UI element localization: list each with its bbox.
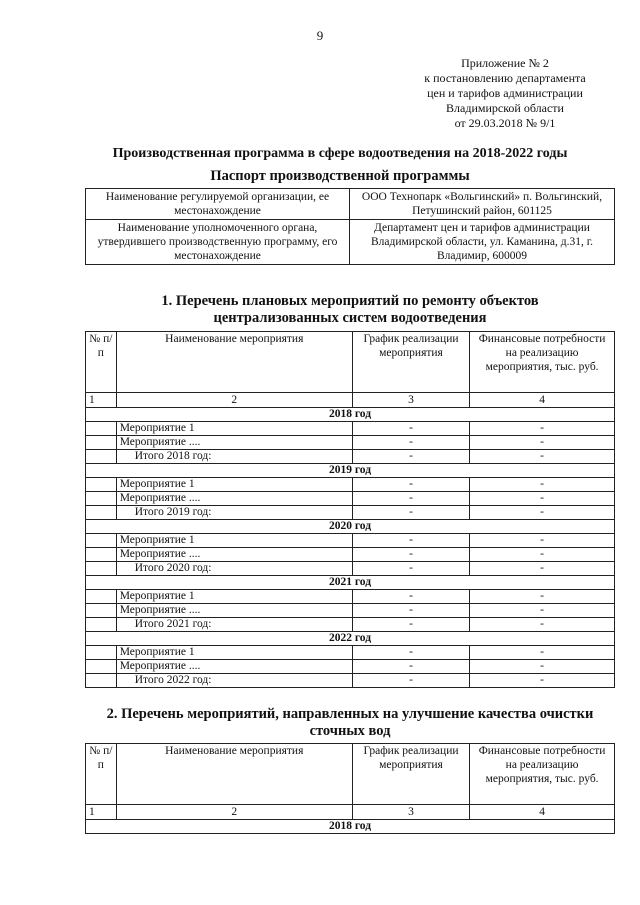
finance-value: - bbox=[470, 492, 615, 506]
col-number: 2 bbox=[116, 805, 352, 820]
year-row bbox=[86, 576, 615, 590]
schedule-value: - bbox=[352, 590, 469, 604]
year-row bbox=[86, 632, 615, 646]
appendix-line: Приложение № 2 bbox=[461, 56, 549, 70]
finance-value: - bbox=[470, 478, 615, 492]
row-num-cell bbox=[86, 660, 117, 674]
finance-value: - bbox=[470, 534, 615, 548]
passport-table bbox=[85, 188, 615, 265]
year-row bbox=[86, 408, 615, 422]
event-name: Мероприятие .... bbox=[116, 548, 352, 562]
finance-value: - bbox=[470, 450, 615, 464]
row-num-cell bbox=[86, 478, 117, 492]
total-row bbox=[86, 674, 615, 688]
row-num-cell bbox=[86, 646, 117, 660]
table-row bbox=[86, 436, 615, 450]
row-num-cell bbox=[86, 450, 117, 464]
row-num-cell bbox=[86, 674, 117, 688]
header-schedule: График реализации мероприятия bbox=[352, 744, 469, 805]
schedule-value: - bbox=[352, 660, 469, 674]
appendix-line: Владимирской области bbox=[446, 101, 564, 115]
event-name: Мероприятие 1 bbox=[116, 590, 352, 604]
schedule-value: - bbox=[352, 604, 469, 618]
table-row bbox=[86, 590, 615, 604]
col-number: 2 bbox=[116, 393, 352, 408]
event-name: Мероприятие 1 bbox=[116, 534, 352, 548]
row-num-cell bbox=[86, 604, 117, 618]
finance-value: - bbox=[470, 604, 615, 618]
passport-value: ООО Технопарк «Вольгинский» п. Вольгинский, Петушинский район, 601125 bbox=[350, 189, 615, 220]
schedule-value: - bbox=[352, 646, 469, 660]
event-name: Мероприятие 1 bbox=[116, 422, 352, 436]
table-header-row bbox=[86, 332, 615, 393]
schedule-value: - bbox=[352, 562, 469, 576]
event-name: Мероприятие 1 bbox=[116, 646, 352, 660]
appendix-block bbox=[400, 56, 610, 131]
appendix-line: к постановлению департамента bbox=[424, 71, 586, 85]
row-num-cell bbox=[86, 590, 117, 604]
total-row bbox=[86, 450, 615, 464]
passport-label: Наименование уполномоченного органа, утвердившего производственную программу, его местонахождение bbox=[86, 220, 350, 265]
row-num-cell bbox=[86, 436, 117, 450]
finance-value: - bbox=[470, 436, 615, 450]
finance-value: - bbox=[470, 422, 615, 436]
appendix-line: цен и тарифов администрации bbox=[427, 86, 583, 100]
row-num-cell bbox=[86, 506, 117, 520]
event-name: Мероприятие .... bbox=[116, 436, 352, 450]
event-name: Мероприятие .... bbox=[116, 604, 352, 618]
section2-title: 2. Перечень мероприятий, направленных на улучшение качества очистки сточных вод bbox=[106, 706, 594, 739]
year-label: 2019 год bbox=[86, 464, 615, 478]
year-row bbox=[86, 464, 615, 478]
events-table-1 bbox=[85, 331, 615, 688]
finance-value: - bbox=[470, 590, 615, 604]
passport-title: Паспорт производственной программы bbox=[210, 168, 470, 184]
header-name: Наименование мероприятия bbox=[116, 744, 352, 805]
header-finance: Финансовые потребности на реализацию мероприятия, тыс. руб. bbox=[470, 744, 615, 805]
table-row bbox=[86, 189, 615, 220]
table-row bbox=[86, 604, 615, 618]
schedule-value: - bbox=[352, 674, 469, 688]
finance-value: - bbox=[470, 548, 615, 562]
table-row bbox=[86, 548, 615, 562]
row-num-cell bbox=[86, 492, 117, 506]
col-number: 4 bbox=[470, 393, 615, 408]
document-title: Производственная программа в сфере водоотведения на 2018-2022 годы bbox=[112, 146, 568, 161]
row-num-cell bbox=[86, 548, 117, 562]
total-label: Итого 2019 год: bbox=[116, 506, 352, 520]
passport-label: Наименование регулируемой организации, ее местонахождение bbox=[86, 189, 350, 220]
finance-value: - bbox=[470, 660, 615, 674]
finance-value: - bbox=[470, 506, 615, 520]
events-table-2 bbox=[85, 743, 615, 834]
schedule-value: - bbox=[352, 436, 469, 450]
year-label: 2018 год bbox=[86, 408, 615, 422]
finance-value: - bbox=[470, 618, 615, 632]
year-label: 2018 год bbox=[86, 820, 615, 834]
schedule-value: - bbox=[352, 478, 469, 492]
finance-value: - bbox=[470, 646, 615, 660]
col-number: 4 bbox=[470, 805, 615, 820]
schedule-value: - bbox=[352, 548, 469, 562]
schedule-value: - bbox=[352, 618, 469, 632]
table-row bbox=[86, 534, 615, 548]
table-row bbox=[86, 422, 615, 436]
event-name: Мероприятие .... bbox=[116, 492, 352, 506]
section1-title: 1. Перечень плановых мероприятий по ремонту объектов централизованных систем водоотведения bbox=[161, 293, 539, 326]
table-header-row bbox=[86, 744, 615, 805]
total-label: Итого 2020 год: bbox=[116, 562, 352, 576]
total-label: Итого 2021 год: bbox=[116, 618, 352, 632]
total-label: Итого 2022 год: bbox=[116, 674, 352, 688]
schedule-value: - bbox=[352, 492, 469, 506]
total-label: Итого 2018 год: bbox=[116, 450, 352, 464]
event-name: Мероприятие 1 bbox=[116, 478, 352, 492]
appendix-line: от 29.03.2018 № 9/1 bbox=[454, 116, 556, 130]
year-label: 2022 год bbox=[86, 632, 615, 646]
passport-value: Департамент цен и тарифов администрации Владимирской области, ул. Каманина, д.31, г. Владимир, 600009 bbox=[350, 220, 615, 265]
header-name: Наименование мероприятия bbox=[116, 332, 352, 393]
table-row bbox=[86, 660, 615, 674]
header-finance: Финансовые потребности на реализацию мероприятия, тыс. руб. bbox=[470, 332, 615, 393]
schedule-value: - bbox=[352, 450, 469, 464]
column-number-row bbox=[86, 393, 615, 408]
total-row bbox=[86, 562, 615, 576]
year-row bbox=[86, 520, 615, 534]
year-row bbox=[86, 820, 615, 834]
event-name: Мероприятие .... bbox=[116, 660, 352, 674]
schedule-value: - bbox=[352, 422, 469, 436]
row-num-cell bbox=[86, 534, 117, 548]
year-label: 2021 год bbox=[86, 576, 615, 590]
schedule-value: - bbox=[352, 506, 469, 520]
row-num-cell bbox=[86, 422, 117, 436]
finance-value: - bbox=[470, 562, 615, 576]
col-number: 1 bbox=[86, 393, 117, 408]
table-row bbox=[86, 220, 615, 265]
table-row bbox=[86, 478, 615, 492]
total-row bbox=[86, 506, 615, 520]
col-number: 1 bbox=[86, 805, 117, 820]
table-row bbox=[86, 646, 615, 660]
row-num-cell bbox=[86, 618, 117, 632]
header-schedule: График реализации мероприятия bbox=[352, 332, 469, 393]
total-row bbox=[86, 618, 615, 632]
row-num-cell bbox=[86, 562, 117, 576]
header-num: № п/п bbox=[86, 744, 117, 805]
column-number-row bbox=[86, 805, 615, 820]
page-number: 9 bbox=[316, 28, 324, 43]
year-label: 2020 год bbox=[86, 520, 615, 534]
finance-value: - bbox=[470, 674, 615, 688]
col-number: 3 bbox=[352, 393, 469, 408]
col-number: 3 bbox=[352, 805, 469, 820]
schedule-value: - bbox=[352, 534, 469, 548]
header-num: № п/п bbox=[86, 332, 117, 393]
table-row bbox=[86, 492, 615, 506]
